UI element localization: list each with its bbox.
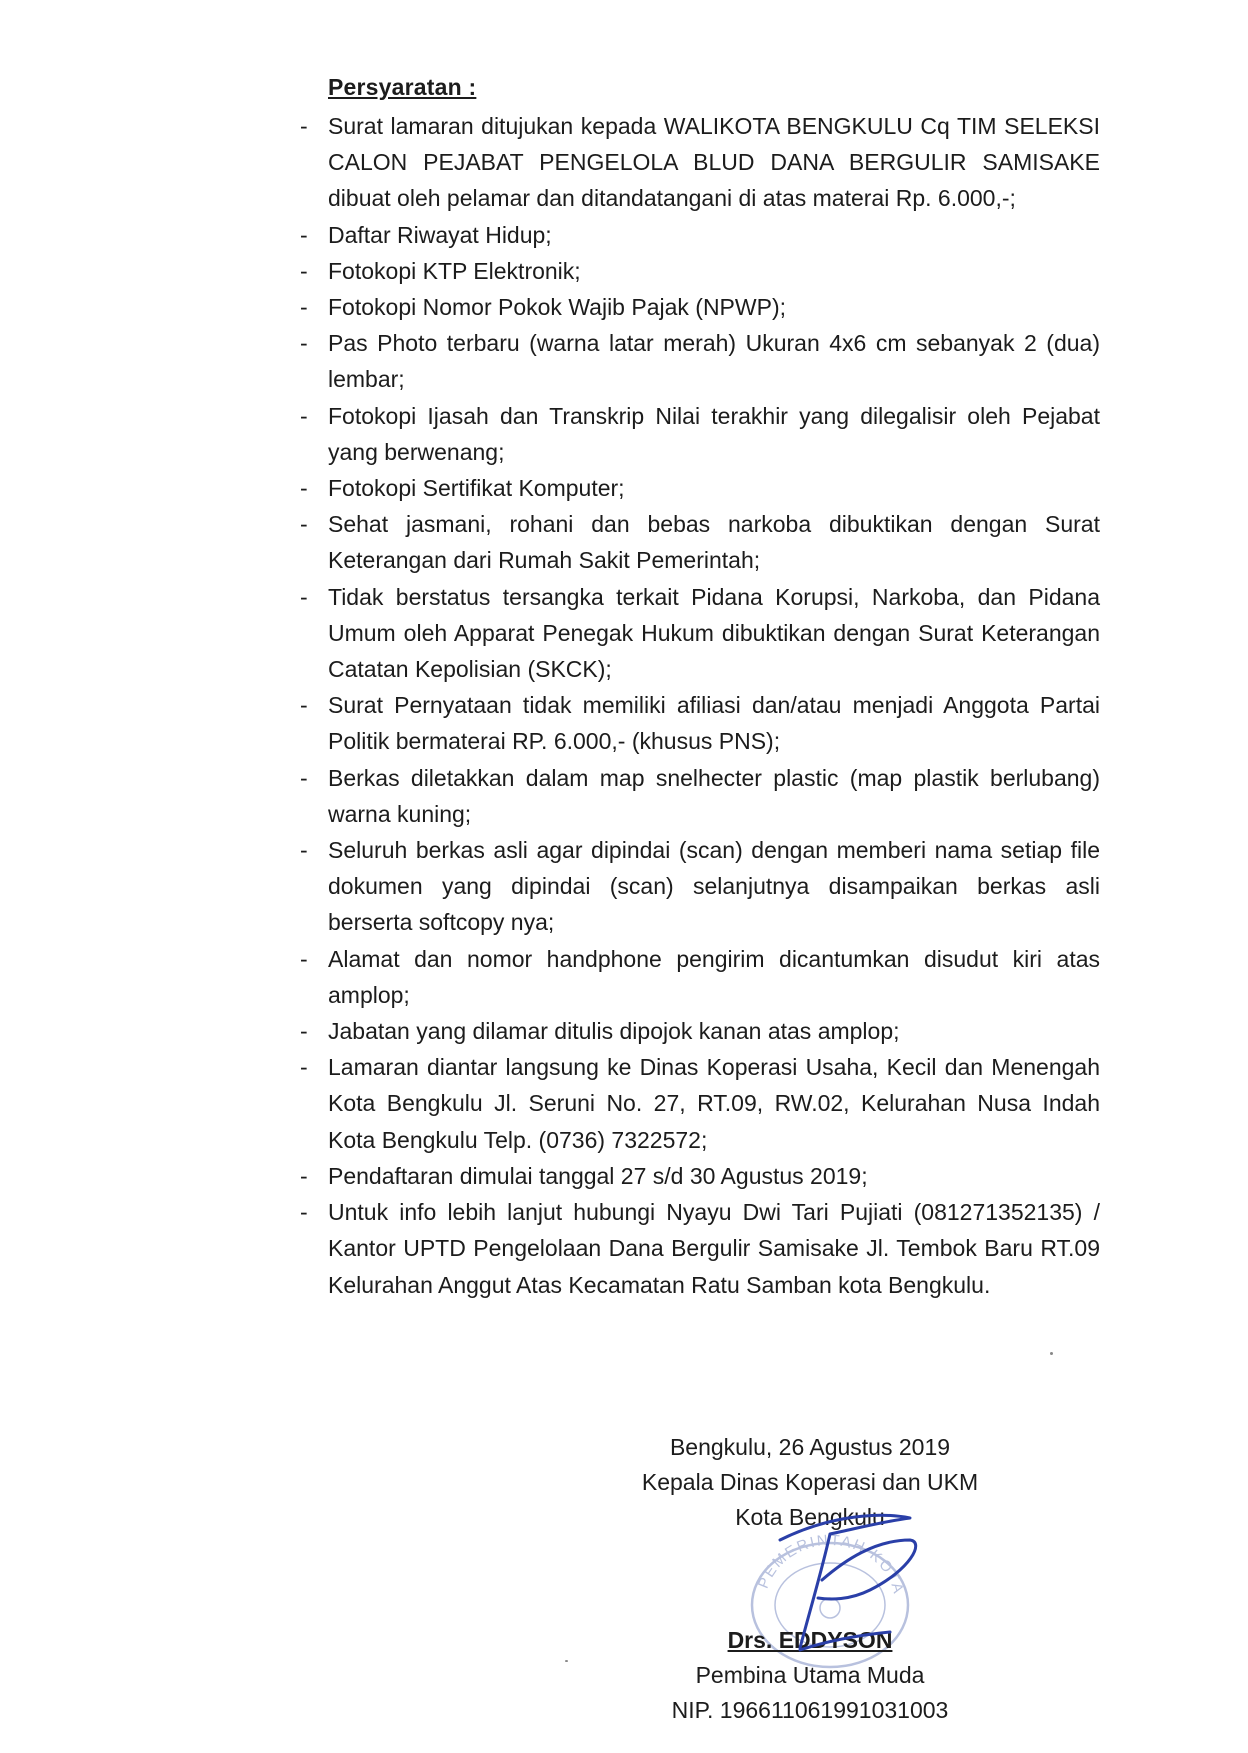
list-item [300,1049,1100,1158]
signer-position: Kepala Dinas Koperasi dan UKM [641,1469,979,1495]
list-item [300,108,1100,217]
requirement-text: Surat lamaran ditujukan kepada WALIKOTA BENGKULU Cq TIM SELEKSI CALON PEJABAT PENGELOLA BLUD DANA BERGULIR SAMISAKE dibuat oleh pelamar dan ditandatangani di atas materai Rp. 6.000,-; [328,113,1100,212]
bullet-dash: - [300,837,308,864]
stamp-text: PEMERINTAH KOTA [754,1531,908,1597]
requirement-text: Pendaftaran dimulai tanggal 27 s/d 30 Agustus 2019; [328,1162,868,1189]
signer-rank: Pembina Utama Muda [695,1662,925,1688]
bullet-dash: - [300,1018,308,1045]
bullet-dash: - [300,945,308,972]
list-item [300,579,1100,688]
requirements-heading: Persyaratan : [328,74,477,100]
list-item [300,1194,1100,1303]
bullet-dash: - [300,402,308,429]
requirement-text: Alamat dan nomor handphone pengirim dicantumkan disudut kiri atas amplop; [328,945,1100,1008]
bullet-dash: - [300,294,308,321]
bullet-dash: - [300,764,308,791]
list-item [300,398,1100,470]
bullet-dash: - [300,1054,308,1081]
requirement-text: Seluruh berkas asli agar dipindai (scan) dengan memberi nama setiap file dokumen yang dipindai (scan) selanjutnya disampaikan berkas asli berserta softcopy nya; [328,837,1100,936]
list-item [300,687,1100,759]
list-item [300,289,1100,325]
bullet-dash: - [300,1162,308,1189]
bullet-dash: - [300,330,308,357]
list-item [300,253,1100,289]
bullet-dash: - [300,583,308,610]
requirement-text: Pas Photo terbaru (warna latar merah) Ukuran 4x6 cm sebanyak 2 (dua) lembar; [328,330,1100,393]
list-item [300,832,1100,941]
list-item [300,217,1100,253]
bullet-dash: - [300,511,308,538]
requirement-text: Fotokopi KTP Elektronik; [328,257,581,284]
scan-speck [565,1660,568,1662]
bullet-dash: - [300,692,308,719]
signer-name: Drs. EDDYSON [727,1627,893,1653]
bullet-dash: - [300,257,308,284]
place-date: Bengkulu, 26 Agustus 2019 [669,1434,951,1460]
requirement-text: Untuk info lebih lanjut hubungi Nyayu Dwi Tari Pujiati (081271352135) / Kantor UPTD Pengelolaan Dana Bergulir Samisake Jl. Tembok Baru RT.09 Kelurahan Anggut Atas Kecamatan Ratu Samban kota Bengkulu. [328,1199,1100,1298]
requirement-text: Daftar Riwayat Hidup; [328,221,552,248]
requirements-list [300,108,1100,1303]
bullet-dash: - [300,113,308,139]
signer-nip: NIP. 196611061991031003 [671,1697,949,1723]
requirement-text: Jabatan yang dilamar ditulis dipojok kanan atas amplop; [328,1018,900,1045]
list-item [300,1013,1100,1049]
signer-office: Kota Bengkulu [735,1504,885,1530]
bullet-dash: - [300,475,308,502]
requirement-text: Surat Pernyataan tidak memiliki afiliasi dan/atau menjadi Anggota Partai Politik bermaterai RP. 6.000,- (khusus PNS); [328,692,1100,755]
list-item [300,1158,1100,1194]
list-item [300,325,1100,397]
requirement-text: Fotokopi Ijasah dan Transkrip Nilai terakhir yang dilegalisir oleh Pejabat yang berwenang; [328,402,1100,465]
list-item [300,760,1100,832]
bullet-dash: - [300,1199,308,1226]
requirement-text: Fotokopi Nomor Pokok Wajib Pajak (NPWP); [328,294,787,321]
requirement-text: Fotokopi Sertifikat Komputer; [328,475,625,502]
handwritten-signature-icon [760,1500,940,1660]
requirement-text: Lamaran diantar langsung ke Dinas Koperasi Usaha, Kecil dan Menengah Kota Bengkulu Jl. Seruni No. 27, RT.09, RW.02, Kelurahan Nusa Indah Kota Bengkulu Telp. (0736) 7322572; [328,1054,1100,1153]
list-item [300,941,1100,1013]
requirement-text: Berkas diletakkan dalam map snelhecter plastic (map plastik berlubang) warna kuning; [328,764,1100,827]
bullet-dash: - [300,221,308,248]
requirement-text: Sehat jasmani, rohani dan bebas narkoba dibuktikan dengan Surat Keterangan dari Rumah Sakit Pemerintah; [328,511,1100,574]
list-item [300,470,1100,506]
requirement-text: Tidak berstatus tersangka terkait Pidana Korupsi, Narkoba, dan Pidana Umum oleh Apparat Penegak Hukum dibuktikan dengan Surat Keterangan Catatan Kepolisian (SKCK); [328,583,1100,683]
list-item [300,506,1100,578]
scan-speck [1050,1352,1053,1355]
